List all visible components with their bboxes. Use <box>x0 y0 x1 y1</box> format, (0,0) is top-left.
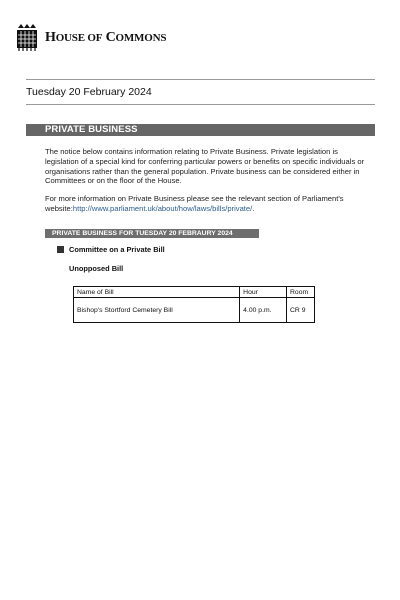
column-header-room: Room <box>287 287 315 298</box>
bill-hour-cell: 4.00 p.m. <box>240 298 287 323</box>
intro-paragraph: The notice below contains information relating to Private Business. Private legislation is legislation of a special kind for conferring particular powers or benefits on specific individuals or organisations rather than the general population. Private business can be considered either in Committees or on the floor of the House. <box>45 147 365 186</box>
business-date-heading: PRIVATE BUSINESS FOR TUESDAY 20 FEBRAURY 2024 <box>45 229 259 238</box>
bills-table <box>73 286 315 323</box>
column-header-name: Name of Bill <box>74 287 240 298</box>
house-of-commons-logo <box>16 24 166 52</box>
bill-name-cell: Bishop's Stortford Cemetery Bill <box>74 298 240 323</box>
section-heading: PRIVATE BUSINESS <box>26 124 375 136</box>
top-divider <box>26 79 375 80</box>
square-bullet-icon <box>57 246 64 253</box>
page-date: Tuesday 20 February 2024 <box>26 86 152 98</box>
portcullis-icon <box>16 24 38 52</box>
table-row <box>74 298 315 323</box>
committee-heading <box>57 245 165 254</box>
committee-label: Committee on a Private Bill <box>69 245 165 254</box>
date-divider <box>26 104 375 105</box>
table-header-row <box>74 287 315 298</box>
logo-wordmark: HOUSE OF COMMONS <box>45 30 167 45</box>
private-business-link[interactable]: http://www.parliament.uk/about/how/laws/bills/private/ <box>72 203 253 213</box>
column-header-hour: Hour <box>240 287 287 298</box>
bill-category: Unopposed Bill <box>69 264 124 273</box>
bill-room-cell: CR 9 <box>287 298 315 323</box>
info-paragraph: For more information on Private Business please see the relevant section of Parliament's website:http://www.parliament.uk/about/how/laws/bills/private/. <box>45 194 344 213</box>
